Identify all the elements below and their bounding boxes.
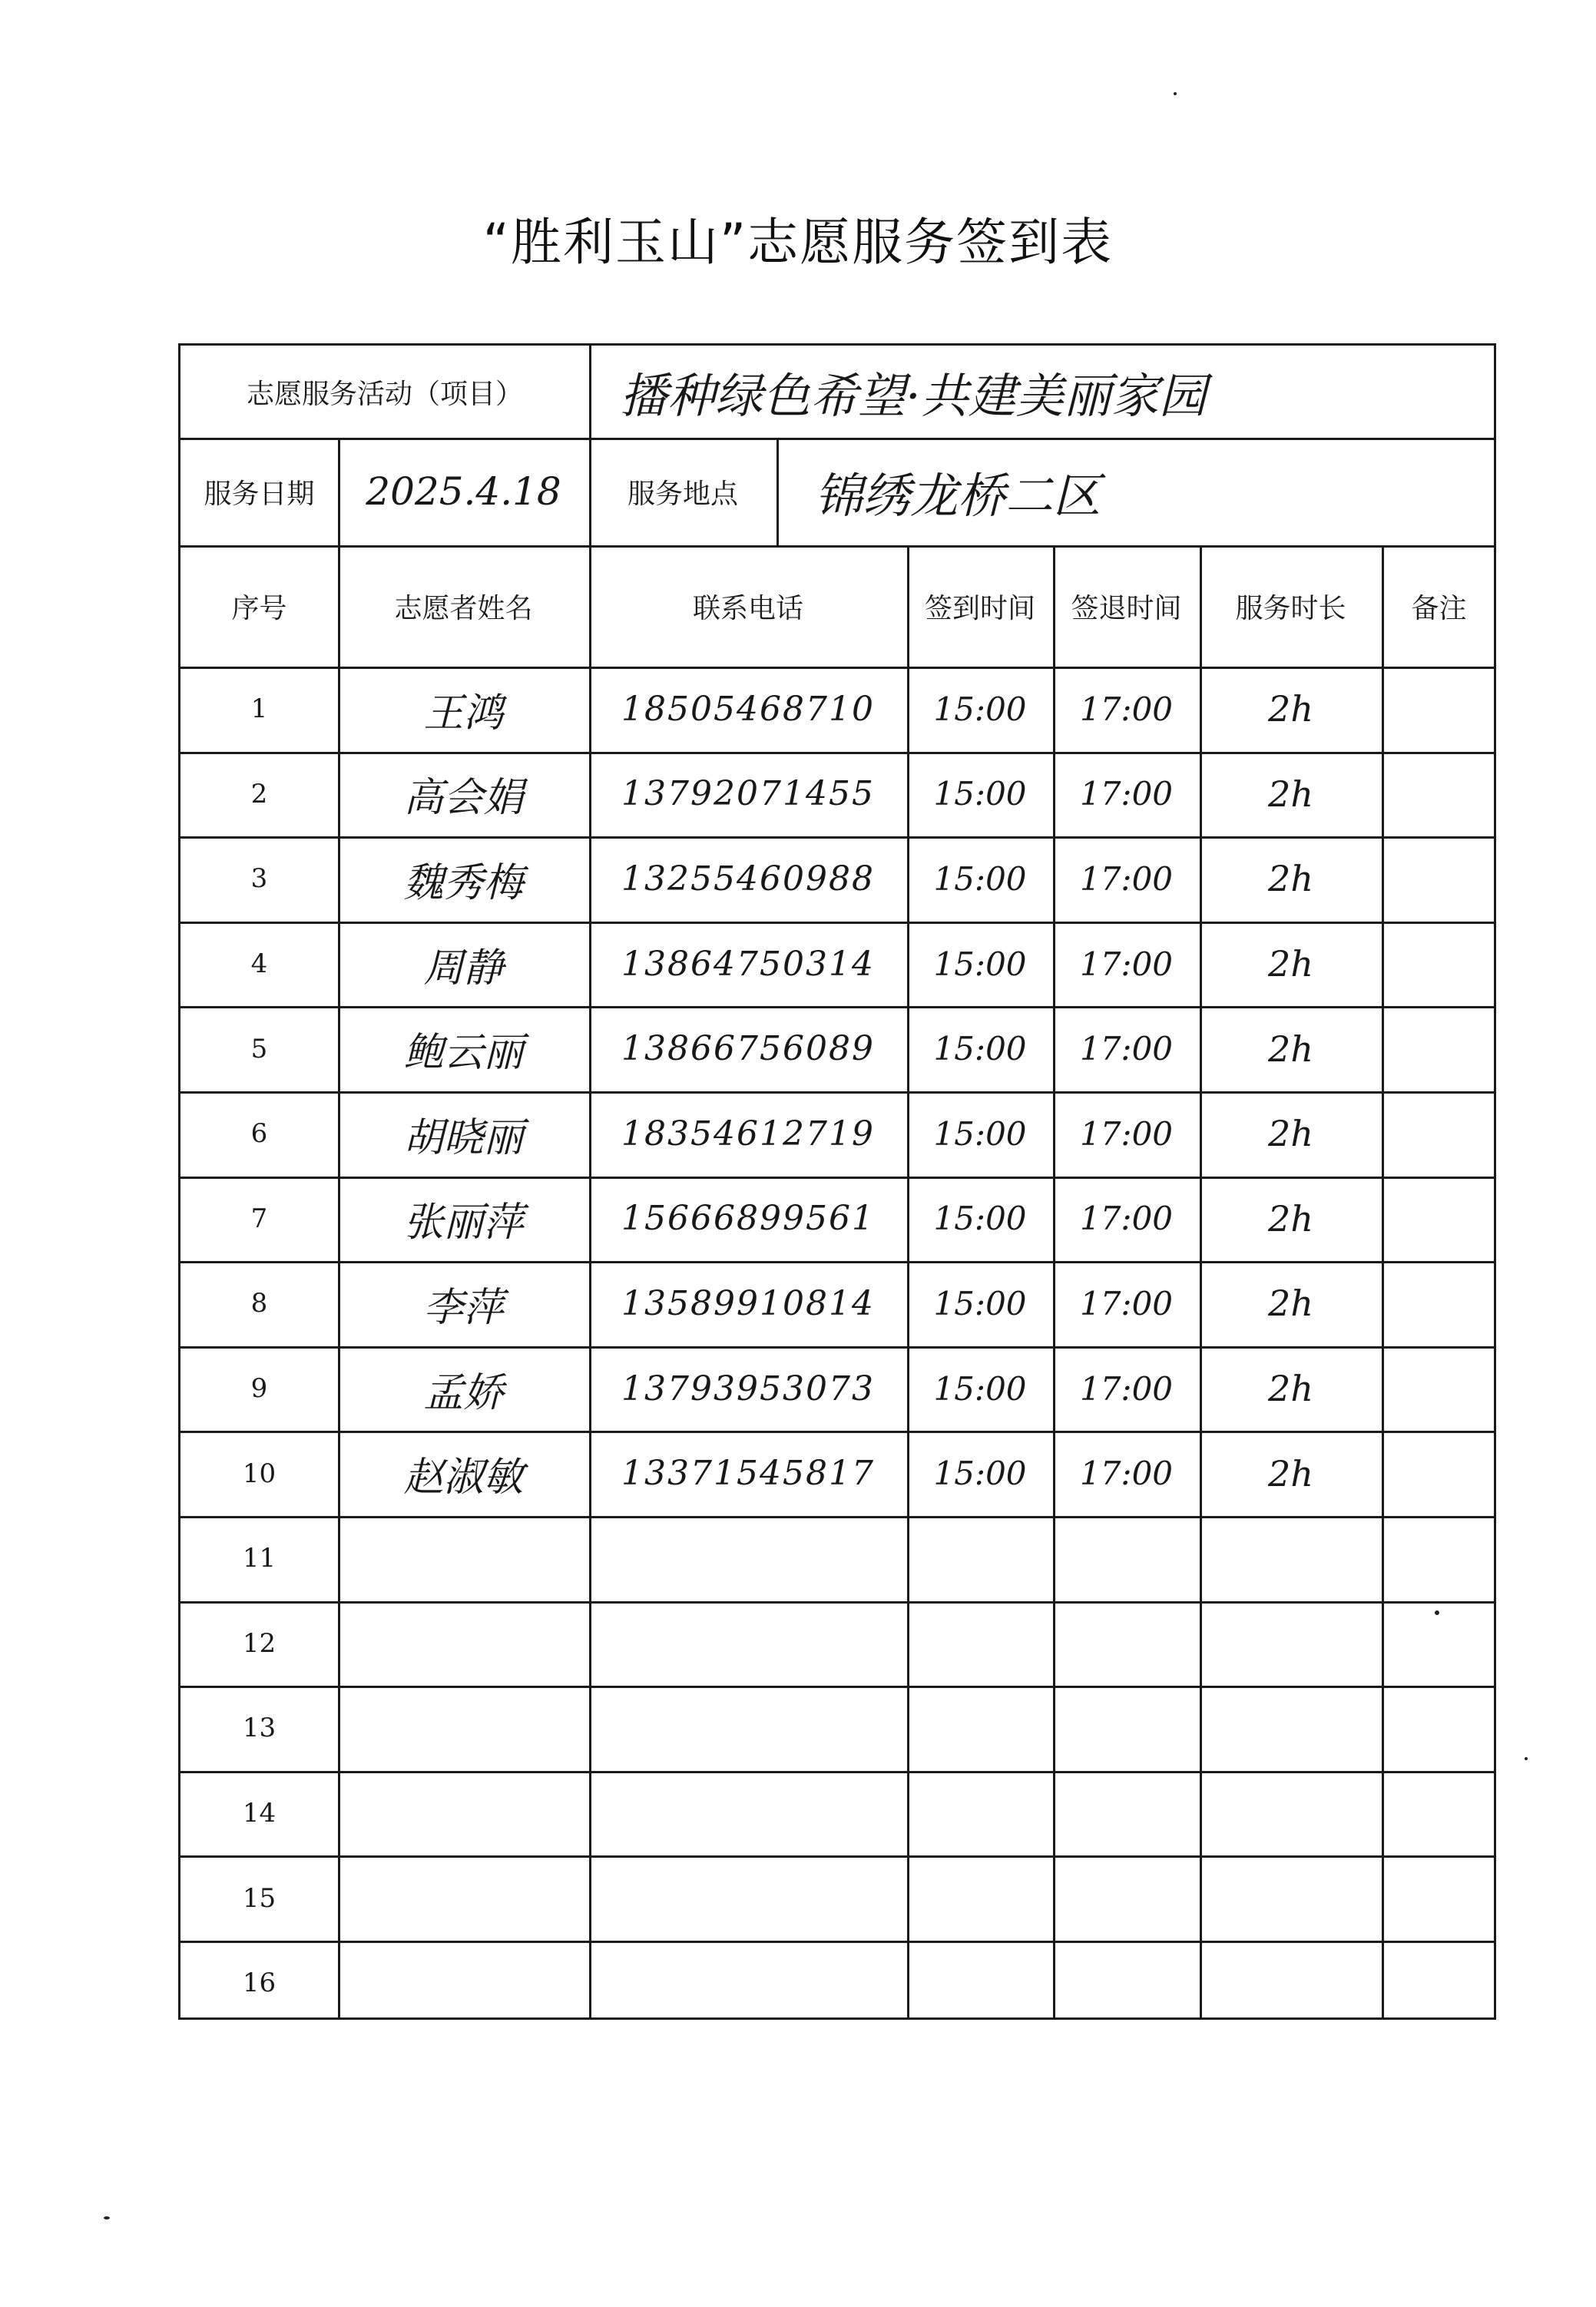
cell-duration: 2h [1268, 688, 1313, 730]
location-label: 服务地点 [627, 478, 738, 510]
cell-note [1382, 1855, 1496, 1941]
grid-line [180, 438, 1496, 440]
grid-line [180, 545, 1496, 548]
cell-checkout [1053, 1855, 1200, 1941]
cell-phone: 18505468710 [621, 689, 875, 729]
grid-line [776, 438, 779, 545]
cell-name: 李萍 [423, 1284, 504, 1331]
cell-phone: 13371545817 [621, 1454, 875, 1494]
cell-checkin [907, 1686, 1053, 1771]
cell-duration: 2h [1268, 1452, 1313, 1494]
cell-note [1382, 667, 1496, 752]
cell-note [1382, 1261, 1496, 1346]
cell-no: 6 [250, 1118, 268, 1150]
cell-no: 9 [250, 1373, 268, 1405]
cell-no: 12 [242, 1627, 276, 1659]
cell-phone: 15666899561 [621, 1199, 875, 1239]
cell-phone [589, 1771, 907, 1856]
cell-name: 王鸿 [423, 690, 504, 736]
grid-line [180, 1771, 1496, 1773]
cell-name [338, 1941, 589, 2026]
cell-phone: 18354612719 [621, 1114, 875, 1154]
cell-checkin: 15:00 [933, 690, 1027, 728]
grid-line [1382, 545, 1384, 2020]
cell-checkout: 17:00 [1079, 775, 1174, 813]
grid-line [1200, 545, 1202, 2020]
grid-line [180, 1431, 1496, 1433]
grid-line [180, 922, 1496, 924]
cell-name: 高会娟 [403, 775, 524, 822]
cell-phone [589, 1686, 907, 1771]
grid-line [907, 545, 909, 2020]
header-col-checkout: 签退时间 [1071, 592, 1182, 624]
cell-name [338, 1855, 589, 1941]
grid-line [180, 1006, 1496, 1008]
activity-label: 志愿服务活动（项目） [246, 378, 523, 410]
cell-name: 张丽萍 [403, 1200, 524, 1246]
cell-checkin: 15:00 [933, 1030, 1027, 1068]
cell-duration [1200, 1771, 1382, 1856]
cell-note [1382, 922, 1496, 1007]
cell-name [338, 1771, 589, 1856]
grid-line [180, 752, 1496, 754]
grid-line [180, 1516, 1496, 1518]
cell-note [1382, 1006, 1496, 1091]
cell-duration [1200, 1686, 1382, 1771]
grid-line [180, 1261, 1496, 1263]
cell-note [1382, 836, 1496, 922]
cell-checkout: 17:00 [1079, 1369, 1174, 1408]
cell-checkout [1053, 1516, 1200, 1601]
cell-duration: 2h [1268, 943, 1313, 985]
cell-phone: 13589910814 [621, 1283, 875, 1323]
cell-checkin [907, 1941, 1053, 2026]
grid-line [180, 1686, 1496, 1688]
grid-line [589, 545, 591, 2020]
location-value: 锦绣龙桥二区 [815, 467, 1101, 524]
grid-line [180, 1601, 1496, 1604]
grid-line [338, 438, 340, 2020]
cell-no: 2 [250, 778, 268, 809]
grid-line [180, 1177, 1496, 1179]
cell-no: 5 [250, 1033, 268, 1064]
cell-duration [1200, 1601, 1382, 1686]
cell-no: 13 [242, 1713, 276, 1744]
cell-duration: 2h [1268, 858, 1313, 900]
cell-checkout [1053, 1601, 1200, 1686]
grid-line [180, 1941, 1496, 1943]
cell-checkin [907, 1771, 1053, 1856]
cell-checkin: 15:00 [933, 1455, 1027, 1493]
header-col-no: 序号 [231, 592, 287, 624]
cell-no: 3 [250, 863, 268, 895]
cell-no: 7 [250, 1203, 268, 1234]
cell-checkout: 17:00 [1079, 690, 1174, 728]
scan-speck [104, 2216, 110, 2219]
cell-name: 鲍云丽 [403, 1030, 524, 1077]
cell-name [338, 1686, 589, 1771]
cell-duration: 2h [1268, 1028, 1313, 1070]
cell-phone: 13864750314 [621, 944, 875, 984]
cell-checkin [907, 1601, 1053, 1686]
grid-line [589, 346, 591, 545]
cell-duration: 2h [1268, 1283, 1313, 1325]
cell-checkin [907, 1855, 1053, 1941]
cell-phone: 13792071455 [621, 774, 875, 814]
page-title: “胜利玉山”志愿服务签到表 [482, 213, 1114, 272]
scan-speck [1525, 1757, 1528, 1760]
cell-checkout [1053, 1686, 1200, 1771]
cell-name: 魏秀梅 [403, 859, 524, 906]
cell-note [1382, 1941, 1496, 2026]
cell-name: 赵淑敏 [403, 1455, 524, 1501]
scan-speck [1174, 92, 1177, 95]
cell-checkout: 17:00 [1079, 1114, 1174, 1153]
cell-phone: 13793953073 [621, 1369, 875, 1408]
cell-name [338, 1516, 589, 1601]
cell-note [1382, 1686, 1496, 1771]
date-label: 服务日期 [204, 478, 315, 510]
cell-duration: 2h [1268, 773, 1313, 815]
cell-duration [1200, 1941, 1382, 2026]
cell-phone: 13866756089 [621, 1029, 875, 1069]
cell-checkout: 17:00 [1079, 945, 1174, 983]
header-col-phone: 联系电话 [692, 592, 803, 624]
cell-no: 1 [250, 693, 268, 725]
grid-line [180, 1091, 1496, 1094]
cell-checkin: 15:00 [933, 859, 1027, 898]
cell-note [1382, 1431, 1496, 1516]
cell-checkin [907, 1516, 1053, 1601]
cell-name [338, 1601, 589, 1686]
cell-name: 周静 [423, 945, 504, 991]
cell-checkin: 15:00 [933, 1369, 1027, 1408]
scan-speck [1435, 1610, 1439, 1615]
activity-value: 播种绿色希望·共建美丽家园 [620, 367, 1207, 424]
grid-line [180, 1346, 1496, 1349]
cell-no: 4 [250, 948, 268, 980]
cell-note [1382, 1177, 1496, 1262]
cell-duration: 2h [1268, 1197, 1313, 1240]
cell-checkout [1053, 1941, 1200, 2026]
cell-note [1382, 1091, 1496, 1177]
cell-no: 11 [242, 1543, 276, 1574]
cell-checkout: 17:00 [1079, 859, 1174, 898]
cell-name: 孟娇 [423, 1369, 504, 1416]
date-value: 2025.4.18 [366, 469, 561, 514]
cell-phone [589, 1516, 907, 1601]
cell-note [1382, 1771, 1496, 1856]
cell-note [1382, 1346, 1496, 1432]
cell-checkin: 15:00 [933, 1200, 1027, 1238]
cell-checkin: 15:00 [933, 775, 1027, 813]
cell-no: 8 [250, 1288, 268, 1319]
cell-duration: 2h [1268, 1368, 1313, 1410]
cell-checkin: 15:00 [933, 1114, 1027, 1153]
cell-note [1382, 1516, 1496, 1601]
cell-checkout [1053, 1771, 1200, 1856]
cell-phone [589, 1601, 907, 1686]
grid-line [180, 667, 1496, 669]
cell-checkout: 17:00 [1079, 1455, 1174, 1493]
header-col-checkin: 签到时间 [924, 592, 1035, 624]
header-col-duration: 服务时长 [1235, 592, 1346, 624]
cell-phone: 13255460988 [621, 859, 875, 899]
cell-no: 14 [242, 1798, 276, 1829]
cell-phone [589, 1941, 907, 2026]
cell-checkout: 17:00 [1079, 1030, 1174, 1068]
grid-line [1053, 545, 1055, 2020]
cell-duration [1200, 1516, 1382, 1601]
cell-checkout: 17:00 [1079, 1200, 1174, 1238]
cell-duration [1200, 1855, 1382, 1941]
cell-checkin: 15:00 [933, 1284, 1027, 1322]
grid-line [180, 1855, 1496, 1858]
cell-phone [589, 1855, 907, 1941]
cell-no: 10 [242, 1458, 276, 1489]
grid-line [180, 836, 1496, 839]
cell-checkout: 17:00 [1079, 1284, 1174, 1322]
sign-in-sheet [178, 343, 1496, 2020]
cell-no: 15 [242, 1882, 276, 1914]
cell-note [1382, 752, 1496, 837]
cell-name: 胡晓丽 [403, 1114, 524, 1161]
cell-duration: 2h [1268, 1113, 1313, 1155]
header-col-name: 志愿者姓名 [394, 592, 533, 624]
cell-no: 16 [242, 1968, 276, 1999]
cell-checkin: 15:00 [933, 945, 1027, 983]
header-col-note: 备注 [1411, 592, 1467, 624]
